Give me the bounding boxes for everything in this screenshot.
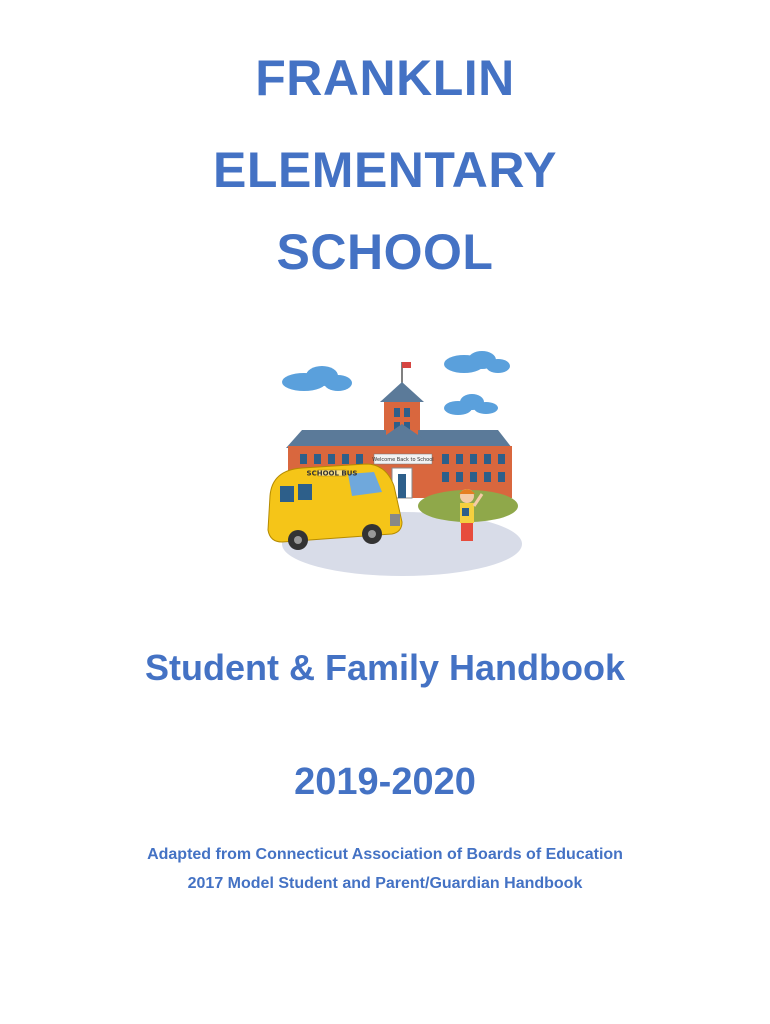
cloud-left-icon — [282, 366, 352, 391]
left-wing-roof — [286, 430, 386, 448]
school-name-line-3: SCHOOL — [276, 224, 494, 280]
handbook-title: Student & Family Handbook — [144, 647, 626, 688]
adapted-from-line: Adapted from Connecticut Association of Boards of Education — [147, 846, 623, 863]
cloud-top-right-icon — [444, 351, 510, 373]
school-illustration — [262, 346, 522, 582]
model-handbook-line: 2017 Model Student and Parent/Guardian Handbook — [187, 875, 583, 892]
school-name-line-2: ELEMENTARY — [213, 142, 557, 198]
welcome-sign-text: Welcome Back to School — [372, 457, 434, 463]
bus-label-text: SCHOOL BUS — [306, 469, 358, 478]
school-name-line-1: FRANKLIN — [255, 50, 515, 106]
flag-icon — [402, 362, 411, 386]
cloud-right-icon — [444, 394, 498, 415]
school-year: 2019-2020 — [294, 761, 476, 803]
